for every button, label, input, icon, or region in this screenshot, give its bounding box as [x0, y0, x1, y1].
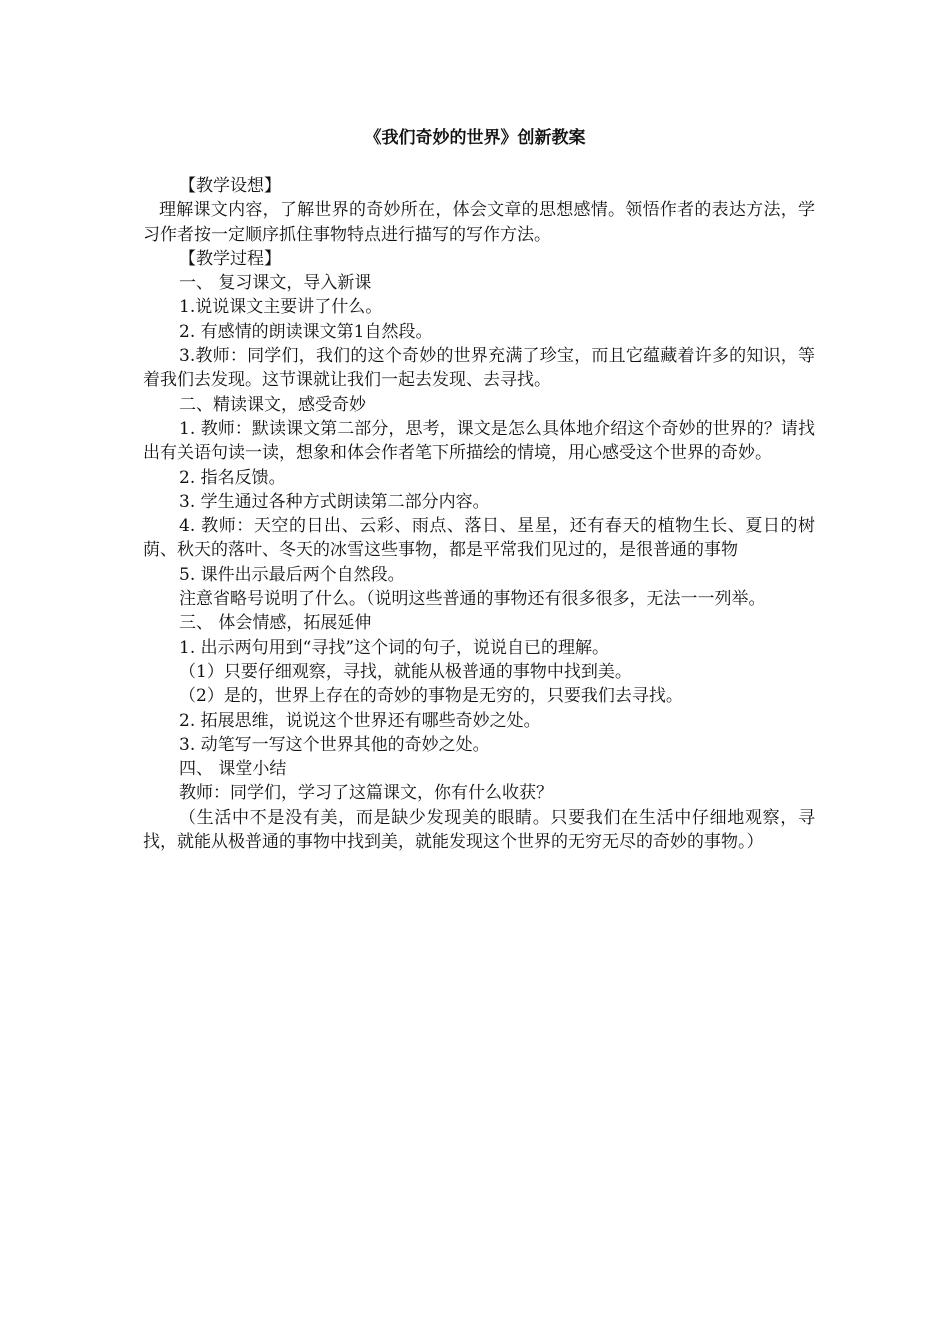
list-item: 3.教师：同学们，我们的这个奇妙的世界充满了珍宝，而且它蕴藏着许多的知识，等着我们去发现。这节课就让我们一起去发现、去寻找。 — [143, 346, 815, 391]
list-item: 1.说说课文主要讲了什么。 — [179, 297, 383, 318]
list-subitem: （2）是的，世界上存在的奇妙的事物是无穷的，只要我们去寻找。 — [179, 686, 683, 707]
list-item: 2. 指名反馈。 — [179, 467, 286, 488]
heading-part-three: 三、 体会情感，拓展延伸 — [179, 613, 372, 634]
heading-part-four: 四、 课堂小结 — [179, 759, 287, 780]
list-item: 2. 有感情的朗读课文第1自然段。 — [179, 321, 433, 342]
list-item: 4. 教师：天空的日出、云彩、雨点、落日、星星，还有春天的植物生长、夏日的树荫、秋天的落叶、冬天的冰雪这些事物，都是平常我们见过的，是很普通的事物 — [143, 516, 815, 561]
list-item: 1. 教师：默读课文第二部分，思考，课文是怎么具体地介绍这个奇妙的世界的？请找出有关语句读一读，想象和体会作者笔下所描绘的情境，用心感受这个世界的奇妙。 — [143, 418, 815, 464]
heading-part-one: 一、 复习课文，导入新课 — [179, 273, 372, 294]
list-item: 5. 课件出示最后两个自然段。 — [179, 564, 405, 585]
document-body — [143, 174, 815, 854]
list-item: 3. 动笔写一写这个世界其他的奇妙之处。 — [179, 734, 490, 755]
list-item: 2. 拓展思维，说说这个世界还有哪些奇妙之处。 — [179, 710, 541, 731]
list-item: 3. 学生通过各种方式朗读第二部分内容。 — [179, 491, 490, 512]
heading-part-two: 二、精读课文，感受奇妙 — [179, 394, 366, 415]
section-heading-teaching-idea: 【教学设想】 — [179, 176, 281, 196]
document-title: 《我们奇妙的世界》创新教案 — [364, 128, 586, 148]
paragraph-summary-answer: （生活中不是没有美，而是缺少发现美的眼睛。只要我们在生活中仔细地观察，寻找，就能从极普通的事物中找到美，就能发现这个世界的无穷无尽的奇妙的事物。） — [143, 807, 815, 853]
list-subitem: （1）只要仔细观察，寻找，就能从极普通的事物中找到美。 — [179, 661, 632, 682]
paragraph-teaching-idea: 理解课文内容，了解世界的奇妙所在，体会文章的思想感情。领悟作者的表达方法，学习作者按一定顺序抓住事物特点进行描写的写作方法。 — [143, 200, 815, 245]
paragraph-ellipsis-note: 注意省略号说明了什么。（说明这些普通的事物还有很多很多，无法一一列举。 — [179, 589, 766, 610]
paragraph-summary-question: 教师：同学们，学习了这篇课文，你有什么收获？ — [179, 783, 553, 804]
section-heading-teaching-process: 【教学过程】 — [179, 248, 281, 269]
list-item: 1. 出示两句用到“寻找”这个词的句子，说说自已的理解。 — [179, 637, 610, 658]
